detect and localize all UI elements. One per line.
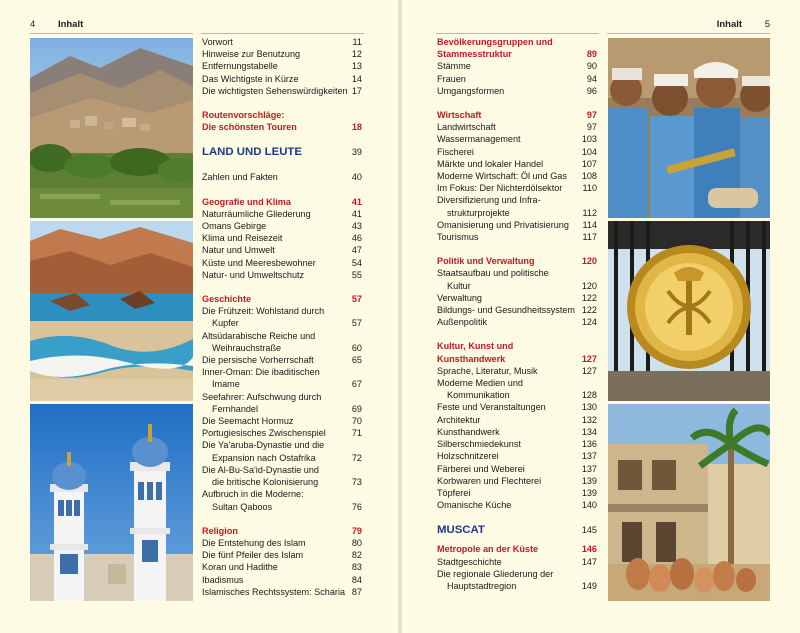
toc-entry-title: Verwaltung	[437, 292, 482, 303]
right-page-header	[717, 19, 770, 30]
toc-entry	[437, 292, 597, 304]
toc-chapter	[437, 523, 597, 537]
toc-entry	[202, 464, 362, 476]
toc-entry	[202, 342, 362, 354]
toc-entry-title: Märkte und lokaler Handel	[437, 158, 544, 169]
toc-entry-page: 55	[351, 269, 362, 280]
toc-entry-page: 103	[581, 134, 597, 145]
toc-entry	[437, 170, 597, 182]
toc-entry-title: Außenpolitik	[437, 317, 488, 328]
toc-entry	[202, 452, 362, 464]
toc-spacer	[202, 184, 362, 196]
toc-entry	[202, 317, 362, 329]
toc-entry	[437, 487, 597, 499]
toc-entry-page: 72	[351, 452, 362, 463]
toc-section	[437, 48, 597, 60]
toc-entry	[437, 426, 597, 438]
toc-entry-page: 47	[351, 245, 362, 256]
toc-entry-title: Kupfer	[212, 318, 239, 329]
toc-entry	[202, 391, 362, 403]
toc-entry-title: Klima und Reisezeit	[202, 233, 283, 244]
toc-entry-title: Im Fokus: Der Nichterdölsektor	[437, 183, 563, 194]
toc-entry-page: 127	[581, 365, 597, 376]
toc-entry-title: Politik und Verwaltung	[437, 256, 535, 267]
toc-entry-page: 87	[351, 586, 362, 597]
toc-entry	[437, 450, 597, 462]
toc-entry-title: Die Seemacht Hormuz	[202, 416, 294, 427]
toc-entry-page: 70	[351, 416, 362, 427]
toc-entry-page: 69	[351, 403, 362, 414]
toc-entry-title: Färberei und Weberei	[437, 463, 525, 474]
toc-section	[202, 196, 362, 208]
toc-entry-title: Islamisches Rechtssystem: Scharia	[202, 586, 346, 597]
toc-entry-page: 83	[351, 562, 362, 573]
toc-entry-title: Kunsthandwerk	[437, 426, 500, 437]
toc-entry-title: Fischerei	[437, 146, 474, 157]
toc-entry-title: Routenvorschläge:	[202, 110, 285, 121]
toc-entry	[202, 85, 362, 97]
right-header-rule	[436, 33, 599, 34]
toc-entry	[202, 269, 362, 281]
toc-entry	[202, 561, 362, 573]
toc-entry-title: Natur und Umwelt	[202, 245, 275, 256]
toc-entry-page: 117	[582, 232, 597, 243]
toc-spacer	[202, 133, 362, 145]
toc-entry	[202, 403, 362, 415]
toc-entry-title: Fernhandel	[212, 403, 259, 414]
toc-entry-title: LAND UND LEUTE	[202, 146, 302, 159]
golden-emblem-gate-photo	[608, 221, 770, 401]
toc-entry-page: 17	[351, 85, 362, 96]
toc-entry	[437, 401, 597, 413]
toc-entry-title: Das Wichtigste in Kürze	[202, 73, 299, 84]
toc-entry-page: 134	[581, 426, 597, 437]
toc-entry-title: Frauen	[437, 73, 466, 84]
toc-entry	[202, 73, 362, 85]
toc-section	[202, 293, 362, 305]
toc-entry	[437, 267, 597, 279]
toc-entry	[202, 549, 362, 561]
coastline-photo	[30, 221, 193, 401]
left-toc	[202, 36, 362, 598]
toc-entry-page: 137	[581, 463, 597, 474]
toc-entry-title: strukturprojekte	[447, 207, 510, 218]
toc-section	[202, 525, 362, 537]
toc-entry	[437, 463, 597, 475]
toc-entry-title: Die Ya'aruba-Dynastie und die	[202, 440, 325, 451]
toc-entry	[202, 60, 362, 72]
left-header-rule	[30, 33, 193, 34]
toc-entry	[437, 133, 597, 145]
toc-entry-page: 73	[351, 477, 362, 488]
toc-entry	[437, 280, 597, 292]
toc-entry	[437, 475, 597, 487]
toc-entry-page: 140	[581, 500, 597, 511]
toc-entry	[437, 158, 597, 170]
toc-entry-page: 41	[351, 196, 362, 207]
toc-entry	[202, 305, 362, 317]
toc-entry-title: Bildungs- und Gesundheitssystem	[437, 305, 575, 316]
toc-entry	[202, 488, 362, 500]
toc-entry	[437, 377, 597, 389]
toc-entry-title: Die wichtigsten Sehenswürdigkeiten	[202, 85, 348, 96]
toc-entry-page: 139	[581, 487, 597, 498]
mountain-village-photo	[30, 38, 193, 218]
toc-entry-title: Metropole an der Küste	[437, 544, 539, 555]
toc-entry-title: Hinweise zur Benutzung	[202, 49, 301, 60]
toc-entry	[437, 121, 597, 133]
toc-entry-title: Hauptstadtregion	[447, 580, 517, 591]
left-page-number: 4	[30, 19, 36, 30]
toc-entry	[202, 36, 362, 48]
toc-entry	[437, 146, 597, 158]
toc-entry	[437, 580, 597, 592]
toc-entry-title: Entfernungstabelle	[202, 61, 278, 72]
toc-entry	[202, 366, 362, 378]
toc-entry	[202, 586, 362, 598]
toc-entry-title: Stadtgeschichte	[437, 556, 502, 567]
toc-spacer	[202, 97, 362, 109]
right-toc	[437, 36, 597, 592]
toc-entry-title: Omans Gebirge	[202, 221, 267, 232]
toc-entry-page: 114	[582, 219, 597, 230]
toc-entry-title: Wirtschaft	[437, 110, 482, 121]
toc-entry-title: Korbwaren und Flechterei	[437, 475, 542, 486]
toc-entry-page: 112	[582, 207, 597, 218]
toc-entry	[202, 208, 362, 220]
toc-entry-title: Omanisierung und Privatisierung	[437, 219, 569, 230]
toc-entry-title: Die Al-Bu-Sa'id-Dynastie und	[202, 464, 319, 475]
mosque-minarets-photo	[30, 404, 193, 601]
toc-entry-title: Tourismus	[437, 232, 479, 243]
toc-entry-page: 137	[581, 451, 597, 462]
toc-entry-page: 139	[581, 475, 597, 486]
toc-entry-title: MUSCAT	[437, 524, 485, 537]
toc-section	[437, 353, 597, 365]
toc-entry-page: 79	[351, 525, 362, 536]
toc-entry-title: Seefahrer: Aufschwung durch	[202, 391, 322, 402]
toc-entry-title: Sultan Qaboos	[212, 501, 273, 512]
toc-entry-title: Die Frühzeit: Wohlstand durch	[202, 306, 325, 317]
toc-entry	[437, 304, 597, 316]
toc-entry	[437, 316, 597, 328]
toc-entry-page: 60	[351, 342, 362, 353]
toc-entry-title: Die regionale Gliederung der	[437, 568, 554, 579]
toc-entry-page: 14	[351, 73, 362, 84]
toc-entry-page: 94	[586, 73, 597, 84]
toc-entry-title: Weihrauchstraße	[212, 342, 282, 353]
toc-entry	[202, 415, 362, 427]
toc-entry-title: Landwirtschaft	[437, 122, 496, 133]
toc-entry-title: Koran und Hadithe	[202, 562, 278, 573]
left-page-title: Inhalt	[57, 19, 84, 30]
toc-entry	[202, 220, 362, 232]
toc-entry	[437, 231, 597, 243]
toc-entry-title: Die schönsten Touren	[202, 122, 297, 133]
souk-pottery-photo	[608, 404, 770, 601]
left-header-rule-2	[201, 33, 364, 34]
toc-spacer	[437, 97, 597, 109]
toc-entry	[202, 427, 362, 439]
toc-entry	[437, 194, 597, 206]
toc-entry	[437, 60, 597, 72]
right-page-number: 5	[764, 19, 770, 30]
toc-entry-page: 54	[351, 257, 362, 268]
toc-entry	[202, 574, 362, 586]
toc-entry-page: 90	[586, 61, 597, 72]
toc-entry-title: Moderne Medien und	[437, 378, 523, 389]
toc-section	[202, 109, 362, 121]
toc-entry-page: 132	[581, 414, 597, 425]
toc-entry	[437, 219, 597, 231]
toc-entry-title: Kultur, Kunst und	[437, 341, 514, 352]
toc-entry-page: 67	[351, 379, 362, 390]
toc-spacer	[437, 511, 597, 523]
toc-entry-title: Holzschnitzerei	[437, 451, 499, 462]
toc-entry-title: die britische Kolonisierung	[212, 477, 319, 488]
toc-entry-title: Expansion nach Ostafrika	[212, 452, 316, 463]
toc-entry	[437, 85, 597, 97]
toc-entry-title: Feste und Veranstaltungen	[437, 402, 546, 413]
toc-chapter	[202, 145, 362, 159]
toc-entry-title: Architektur	[437, 414, 481, 425]
toc-entry-title: Natur- und Umweltschutz	[202, 269, 305, 280]
toc-spacer	[437, 243, 597, 255]
toc-entry-page: 84	[351, 574, 362, 585]
toc-entry-title: Zahlen und Fakten	[202, 172, 278, 183]
toc-entry-page: 39	[351, 147, 362, 158]
toc-entry-title: Aufbruch in die Moderne:	[202, 489, 304, 500]
toc-entry	[202, 257, 362, 269]
toc-entry	[202, 232, 362, 244]
toc-entry-title: Imame	[212, 379, 240, 390]
right-header-rule-2	[607, 33, 770, 34]
toc-entry-title: Die persische Vorherrschaft	[202, 355, 314, 366]
toc-entry-page: 97	[586, 122, 597, 133]
toc-entry-page: 146	[581, 544, 597, 555]
toc-entry-page: 145	[581, 525, 597, 536]
toc-entry-title: Ibadismus	[202, 574, 244, 585]
toc-entry-page: 82	[351, 550, 362, 561]
right-page-title: Inhalt	[716, 19, 743, 30]
toc-entry-title: Moderne Wirtschaft: Öl und Gas	[437, 171, 567, 182]
toc-entry-title: Naturräumliche Gliederung	[202, 208, 311, 219]
toc-entry-title: Stämme	[437, 61, 471, 72]
toc-entry-title: Stammesstruktur	[437, 49, 512, 60]
toc-entry-page: 57	[351, 294, 362, 305]
toc-entry-page: 110	[582, 183, 597, 194]
toc-entry-page: 107	[581, 158, 597, 169]
toc-entry-title: Geschichte	[202, 294, 252, 305]
toc-entry	[437, 568, 597, 580]
toc-section	[437, 340, 597, 352]
toc-entry-title: Kommunikation	[447, 390, 510, 401]
toc-entry	[437, 499, 597, 511]
toc-entry-page: 120	[581, 256, 597, 267]
toc-spacer	[437, 328, 597, 340]
toc-entry-title: Vorwort	[202, 37, 233, 47]
toc-entry-page: 57	[351, 318, 362, 329]
toc-entry	[202, 48, 362, 60]
omani-men-photo	[608, 38, 770, 218]
toc-section	[437, 109, 597, 121]
toc-entry-page: 147	[581, 556, 597, 567]
toc-entry	[437, 389, 597, 401]
toc-entry-title: Staatsaufbau und politische	[437, 268, 549, 279]
toc-entry-title: Küste und Meeresbewohner	[202, 257, 316, 268]
toc-entry-page: 108	[581, 171, 597, 182]
toc-entry-page: 65	[351, 355, 362, 366]
toc-entry-page: 40	[351, 172, 362, 183]
toc-spacer	[202, 159, 362, 171]
toc-entry-title: Umgangsformen	[437, 85, 505, 96]
toc-entry-page: 130	[581, 402, 597, 413]
toc-entry-title: Wassermanagement	[437, 134, 521, 145]
toc-entry-title: Diversifizierung und Infra-	[437, 195, 541, 206]
toc-entry	[202, 439, 362, 451]
toc-entry	[437, 414, 597, 426]
toc-entry	[437, 73, 597, 85]
toc-entry	[202, 378, 362, 390]
toc-entry	[202, 501, 362, 513]
toc-entry-page: 127	[581, 353, 597, 364]
toc-section	[437, 543, 597, 555]
toc-entry	[437, 556, 597, 568]
toc-entry-page: 122	[581, 305, 597, 316]
toc-entry-title: Töpferei	[437, 487, 471, 498]
toc-entry	[202, 171, 362, 183]
toc-entry-title: Portugiesisches Zwischenspiel	[202, 428, 326, 439]
right-page	[400, 0, 800, 633]
toc-entry-title: Sprache, Literatur, Musik	[437, 365, 538, 376]
toc-entry-page: 11	[352, 37, 362, 47]
toc-entry	[202, 244, 362, 256]
toc-entry	[437, 207, 597, 219]
toc-entry-title: Bevölkerungsgruppen und	[437, 37, 553, 47]
toc-entry	[437, 365, 597, 377]
toc-entry	[202, 537, 362, 549]
toc-entry	[202, 476, 362, 488]
toc-entry-page: 122	[581, 292, 597, 303]
toc-entry-page: 18	[351, 122, 362, 133]
toc-entry-title: Die Entstehung des Islam	[202, 537, 306, 548]
toc-entry-title: Religion	[202, 525, 238, 536]
toc-entry-page: 43	[351, 221, 362, 232]
toc-entry-page: 46	[351, 233, 362, 244]
toc-entry-page: 124	[581, 317, 597, 328]
toc-entry-page: 12	[351, 49, 362, 60]
toc-spacer	[202, 513, 362, 525]
toc-entry-page: 41	[351, 208, 362, 219]
toc-entry	[202, 354, 362, 366]
toc-entry-page: 89	[586, 49, 597, 60]
toc-entry	[437, 182, 597, 194]
toc-entry-title: Omanische Küche	[437, 500, 512, 511]
left-page-header	[30, 19, 83, 30]
toc-entry-page: 136	[581, 439, 597, 450]
toc-entry-title: Geografie und Klima	[202, 196, 291, 207]
toc-entry-page: 104	[581, 146, 597, 157]
toc-section	[437, 36, 597, 48]
toc-entry-page: 96	[586, 85, 597, 96]
toc-entry-page: 120	[581, 280, 597, 291]
toc-entry	[437, 438, 597, 450]
toc-entry-title: Die fünf Pfeiler des Islam	[202, 550, 304, 561]
toc-entry-page: 13	[351, 61, 362, 72]
toc-entry-title: Altsüdarabische Reiche und	[202, 330, 316, 341]
toc-entry-page: 71	[351, 428, 362, 439]
toc-entry-title: Inner-Oman: Die ibaditischen	[202, 367, 320, 378]
toc-entry-title: Kultur	[447, 280, 471, 291]
toc-section	[202, 121, 362, 133]
toc-entry-page: 76	[351, 501, 362, 512]
toc-entry-page: 128	[581, 390, 597, 401]
toc-entry-page: 97	[586, 110, 597, 121]
toc-entry	[202, 330, 362, 342]
toc-spacer	[202, 281, 362, 293]
toc-entry-title: Kunsthandwerk	[437, 353, 506, 364]
toc-entry-page: 80	[351, 537, 362, 548]
toc-entry-title: Silberschmiedekunst	[437, 439, 521, 450]
toc-entry-page: 149	[581, 580, 597, 591]
toc-section	[437, 255, 597, 267]
